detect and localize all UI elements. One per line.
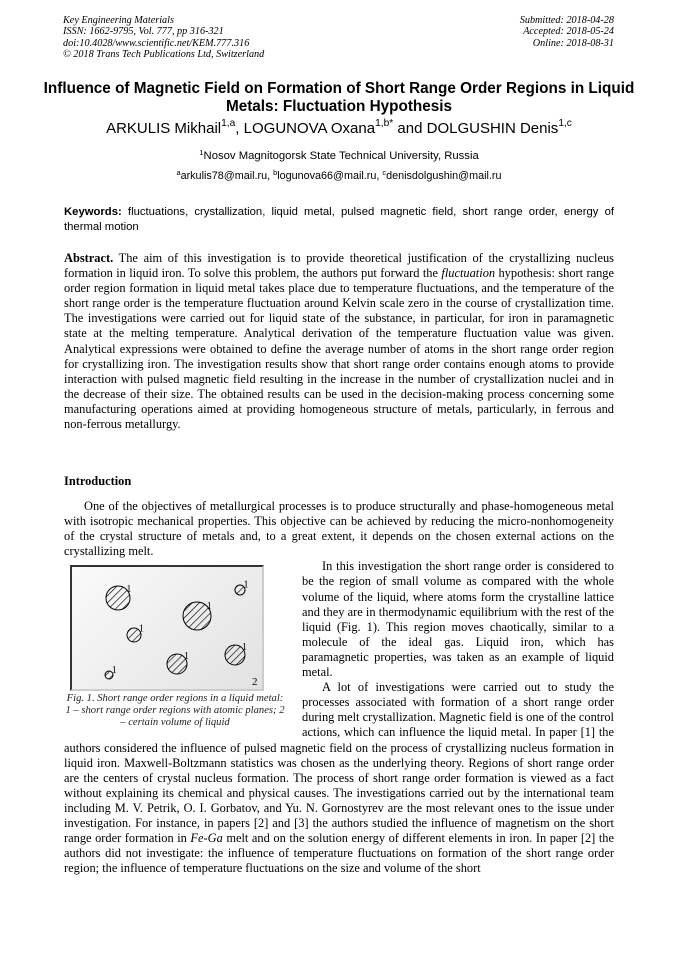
aff-text: Nosov Magnitogorsk State Technical University, Russia — [203, 150, 479, 162]
introduction — [64, 499, 614, 876]
author-sup: 1,c — [558, 118, 572, 129]
region-label: 1 — [111, 665, 117, 677]
region-label: 1 — [138, 623, 144, 635]
section-heading: Introduction — [64, 474, 132, 488]
figure-image — [70, 565, 264, 691]
online-date: Online: 2018-08-31 — [532, 37, 614, 49]
region-label: 1 — [206, 601, 212, 613]
paragraph-italic: Fe-Ga — [190, 831, 223, 846]
keywords-label: Keywords: — [64, 206, 122, 218]
affiliation — [0, 150, 678, 162]
submitted-date: Submitted: 2018-04-28 — [519, 15, 614, 26]
email-sup: b — [273, 168, 278, 177]
paragraph-text: A lot of investigations were carried out to study the processes associated with formation of a short range order during melt crystallization. Magnetic field is one of the control actions, which can influence the liquid metal. In paper [1] the authors considered the influence of pulsed magnetic field on the process of crystallizing nucleus formation in liquid iron. Maxwell-Boltzmann statistics was chosen as the underlying theory. Regions of short range order are the centers of crystal nucleus formation. The process of short range order formation is viewed as a fact without explaining its chemical and physical causes. The investigations carried out by the international team including M. V. Petrik, O. I. Gorbatov, and Yu. N. Gornostyrev are the most relevant ones to the issue under investigation. For instance, in papers [2] and [3] the authors studied the influence of magnetism on the short range order formation in — [64, 680, 614, 846]
journal-info — [63, 15, 264, 60]
email-sup: c — [382, 168, 387, 177]
author: ARKULIS Mikhail — [106, 120, 222, 137]
abstract-text: hypothesis: short range order region formation in liquid metal takes place due to temperature fluctuations, and the temperature of the short range order is the temperature fluctuation around Kelvin scale zero in the course of crystallization time. The investigations were carried out for liquid state of the substance, in particular, for iron in paramagnetic state at the melting temperature. Analytical derivation of the temperature fluctuation value was given. Analytical expressions were obtained to define the average number of atoms in the short range order region for crystallizing iron. The investigation results show that short range order contains enough atoms to provide interaction with pulsed magnetic field resulting in the increase in the number of crystallization nuclei and in the decrease of their size. The obtained results can be used in the decision-making process concerning some manufacturing operations aimed at providing homogeneous structure of metals, particularly, in ferrous and non-ferrous metallurgy. — [64, 266, 614, 432]
email[interactable]: logunova66@mail.ru, — [277, 170, 383, 182]
figure-1 — [64, 565, 286, 729]
paragraph-text: melt and on the solution energy of different elements in iron. In paper [2] the authors did not investigate: the influence of temperature fluctuations on formation of the short range order region; the influence of temperature fluctuations on the size and volume of the short — [64, 831, 614, 876]
volume-label: 2 — [252, 676, 258, 689]
email-sup: a — [176, 168, 181, 177]
author: DOLGUSHIN Denis — [426, 120, 559, 137]
issn: ISSN: 1662-9795, Vol. 777, pp 316-321 — [63, 26, 224, 38]
accepted-date: Accepted: 2018-05-24 — [523, 26, 614, 38]
dates — [520, 15, 614, 49]
emails — [0, 170, 678, 182]
author-sup: 1,b* — [375, 118, 394, 129]
abstract-text: The aim of this investigation is to provide theoretical justification of the crystallizing nucleus formation in liquid iron. To solve this problem, the authors put forward the — [64, 251, 614, 281]
email[interactable]: denisdolgushin@mail.ru — [386, 170, 502, 182]
keywords — [64, 205, 614, 234]
author-sup: 1,a — [221, 118, 236, 129]
abstract-label: Abstract. — [64, 251, 114, 265]
paper-title: Influence of Magnetic Field on Formation of Short Range Order Regions in Liquid Metals: Fluctuation Hypothesis — [43, 80, 635, 115]
sep: , — [235, 120, 244, 137]
aff-sup: 1 — [199, 148, 204, 157]
journal-name: Key Engineering Materials — [63, 15, 174, 26]
doi: doi:10.4028/www.scientific.net/KEM.777.316 — [63, 37, 250, 49]
paragraph: One of the objectives of metallurgical processes is to produce structurally and phase-homogeneous metal with isotropic mechanical properties. This objective can be achieved by reducing the micro-nonhomogeneity of the crystal structure of metals and, to a great extent, it depends on the chosen external actions on the crystallizing melt. — [64, 499, 614, 559]
region-label: 1 — [243, 579, 249, 591]
authors — [0, 120, 678, 137]
keywords-text: fluctuations, crystallization, liquid metal, pulsed magnetic field, short range order, energy of thermal motion — [64, 206, 614, 233]
short-range-order-diagram — [72, 567, 262, 689]
email[interactable]: arkulis78@mail.ru, — [180, 170, 274, 182]
region-label: 1 — [184, 651, 189, 663]
author: LOGUNOVA Oxana — [243, 120, 376, 137]
sep: and — [393, 120, 427, 137]
region-label: 1 — [126, 584, 132, 596]
abstract-italic: fluctuation — [441, 266, 496, 281]
region-label: 1 — [242, 642, 247, 654]
abstract — [64, 251, 614, 432]
figure-caption: Fig. 1. Short range order regions in a liquid metal: 1 – short range order regions with atomic planes; 2 – certain volume of liquid — [65, 693, 285, 729]
copyright: © 2018 Trans Tech Publications Ltd, Switzerland — [63, 48, 265, 60]
paragraph: In this investigation the short range order is considered to be the region of small volume as compared with the whole volume of the liquid, where atoms form the crystalline lattice and they are in thermodynamic equilibrium with the rest of the liquid (Fig. 1). This region moves chaotically, similar to a molecule of the ideal gas. Liquid iron, which has paramagnetic properties, was taken as an example of liquid metal. — [302, 559, 614, 680]
